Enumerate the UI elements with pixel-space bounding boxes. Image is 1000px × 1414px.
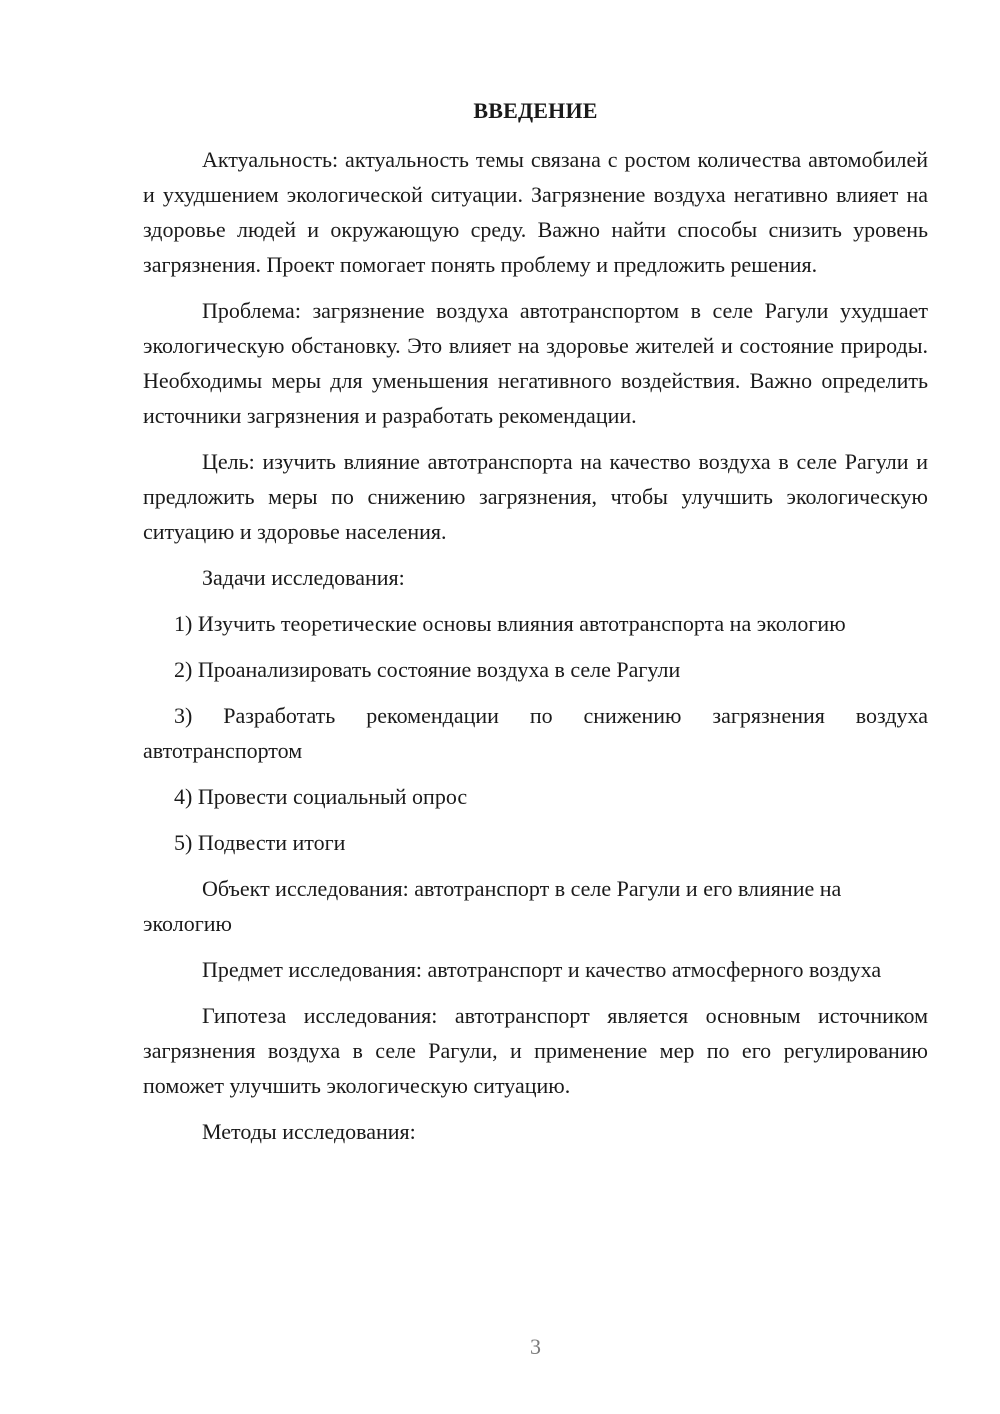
task-item-4: 4) Провести социальный опрос (174, 784, 468, 809)
task-item-3: 3) Разработать рекомендации по снижению загрязнения воздуха автотранспортом (143, 703, 928, 763)
section-heading: ВВЕДЕНИЕ (473, 98, 598, 123)
task-item-1: 1) Изучить теоретические основы влияния автотранспорта на экологию (174, 611, 846, 636)
object-paragraph: Объект исследования: автотранспорт в селе Рагули и его влияние на экологию (143, 876, 842, 936)
subject-paragraph: Предмет исследования: автотранспорт и качество атмосферного воздуха (202, 957, 882, 982)
task-item-2: 2) Проанализировать состояние воздуха в селе Рагули (174, 657, 681, 682)
problem-paragraph: Проблема: загрязнение воздуха автотранспортом в селе Рагули ухудшает экологическую обстановку. Это влияет на здоровье жителей и состояние природы. Необходимы меры для уменьшения негативного воздействия. Важно определить источники загрязнения и разработать рекомендации. (143, 298, 928, 428)
task-item-5: 5) Подвести итоги (174, 830, 346, 855)
document-page (143, 0, 928, 1414)
relevance-paragraph: Актуальность: актуальность темы связана с ростом количества автомобилей и ухудшением экологической ситуации. Загрязнение воздуха негативно влияет на здоровье людей и окружающую среду. Важно найти способы снизить уровень загрязнения. Проект помогает понять проблему и предложить решения. (143, 147, 928, 277)
tasks-list (143, 606, 928, 860)
goal-paragraph: Цель: изучить влияние автотранспорта на качество воздуха в селе Рагули и предложить меры по снижению загрязнения, чтобы улучшить экологическую ситуацию и здоровье населения. (143, 449, 928, 544)
page-number: 3 (530, 1334, 541, 1359)
body-text (143, 142, 928, 1160)
hypothesis-paragraph: Гипотеза исследования: автотранспорт является основным источником загрязнения воздуха в селе Рагули, и применение мер по его регулированию поможет улучшить экологическую ситуацию. (143, 1003, 928, 1098)
methods-heading: Методы исследования: (202, 1119, 416, 1144)
tasks-heading: Задачи исследования: (202, 565, 405, 590)
